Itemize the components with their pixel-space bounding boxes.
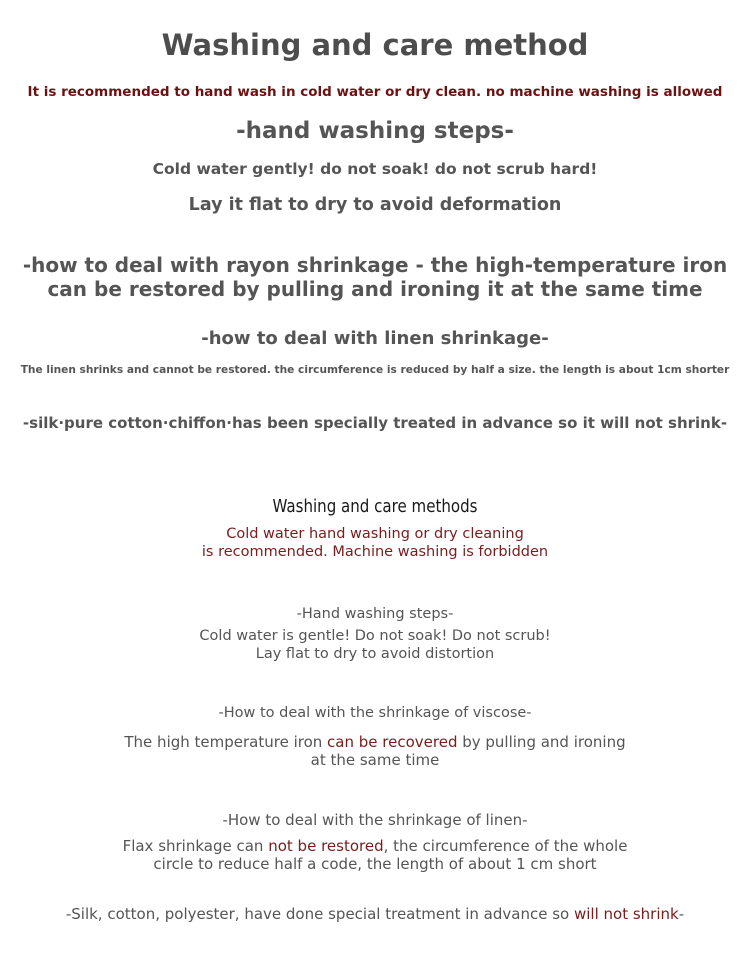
linen-text-c: , the circumference of the whole — [383, 837, 628, 855]
recommendation-line-2: is recommended. Machine washing is forbidden — [201, 544, 549, 560]
hand-washing-heading: -hand washing steps- — [236, 118, 514, 144]
viscose-shrinkage-line-1 — [0, 733, 750, 751]
viscose-text-c: by pulling and ironing — [457, 733, 626, 751]
viscose-text-a: The high temperature iron — [124, 733, 328, 751]
rayon-shrinkage-line-1: -how to deal with rayon shrinkage - the high-temperature iron — [22, 253, 728, 277]
hand-washing-line-1: Cold water gently! do not soak! do not scrub hard! — [152, 160, 598, 178]
recommendation-subtitle: It is recommended to hand wash in cold water or dry clean. no machine washing is allowed — [27, 84, 723, 100]
silk-highlight: will not shrink — [573, 905, 679, 923]
silk-text-c: - — [678, 905, 685, 923]
viscose-shrinkage-line-2: at the same time — [310, 751, 440, 769]
linen-shrinkage-heading-2: -How to deal with the shrinkage of linen- — [222, 811, 528, 829]
viscose-highlight: can be recovered — [327, 733, 458, 751]
linen-shrinkage-line-2: circle to reduce half a code, the length of about 1 cm short — [153, 855, 597, 873]
care-methods-title: Washing and care methods — [272, 497, 478, 517]
linen-shrinkage-line-1 — [0, 837, 750, 855]
hand-washing-steps-heading: -Hand washing steps- — [296, 606, 454, 622]
recommendation-line-1: Cold water hand washing or dry cleaning — [226, 526, 524, 542]
linen-highlight: not be restored — [268, 837, 384, 855]
hand-washing-steps-line-1: Cold water is gentle! Do not soak! Do not scrub! — [199, 628, 551, 644]
linen-text-a: Flax shrinkage can — [122, 837, 269, 855]
rayon-shrinkage-line-2: can be restored by pulling and ironing it at the same time — [47, 277, 703, 301]
silk-text-a: -Silk, cotton, polyester, have done special treatment in advance so — [65, 905, 574, 923]
viscose-shrinkage-heading: -How to deal with the shrinkage of viscose- — [218, 705, 532, 721]
silk-cotton-polyester-note — [0, 905, 750, 923]
page-title: Washing and care method — [161, 28, 589, 62]
hand-washing-line-2: Lay it flat to dry to avoid deformation — [188, 195, 562, 215]
linen-shrinkage-text: The linen shrinks and cannot be restored. the circumference is reduced by half a size. the length is about 1cm shorter — [20, 364, 730, 376]
linen-shrinkage-heading: -how to deal with linen shrinkage- — [201, 328, 549, 349]
silk-cotton-chiffon-note: -silk·pure cotton·chiffon·has been specially treated in advance so it will not shrink- — [22, 414, 728, 432]
hand-washing-steps-line-2: Lay flat to dry to avoid distortion — [255, 646, 495, 662]
